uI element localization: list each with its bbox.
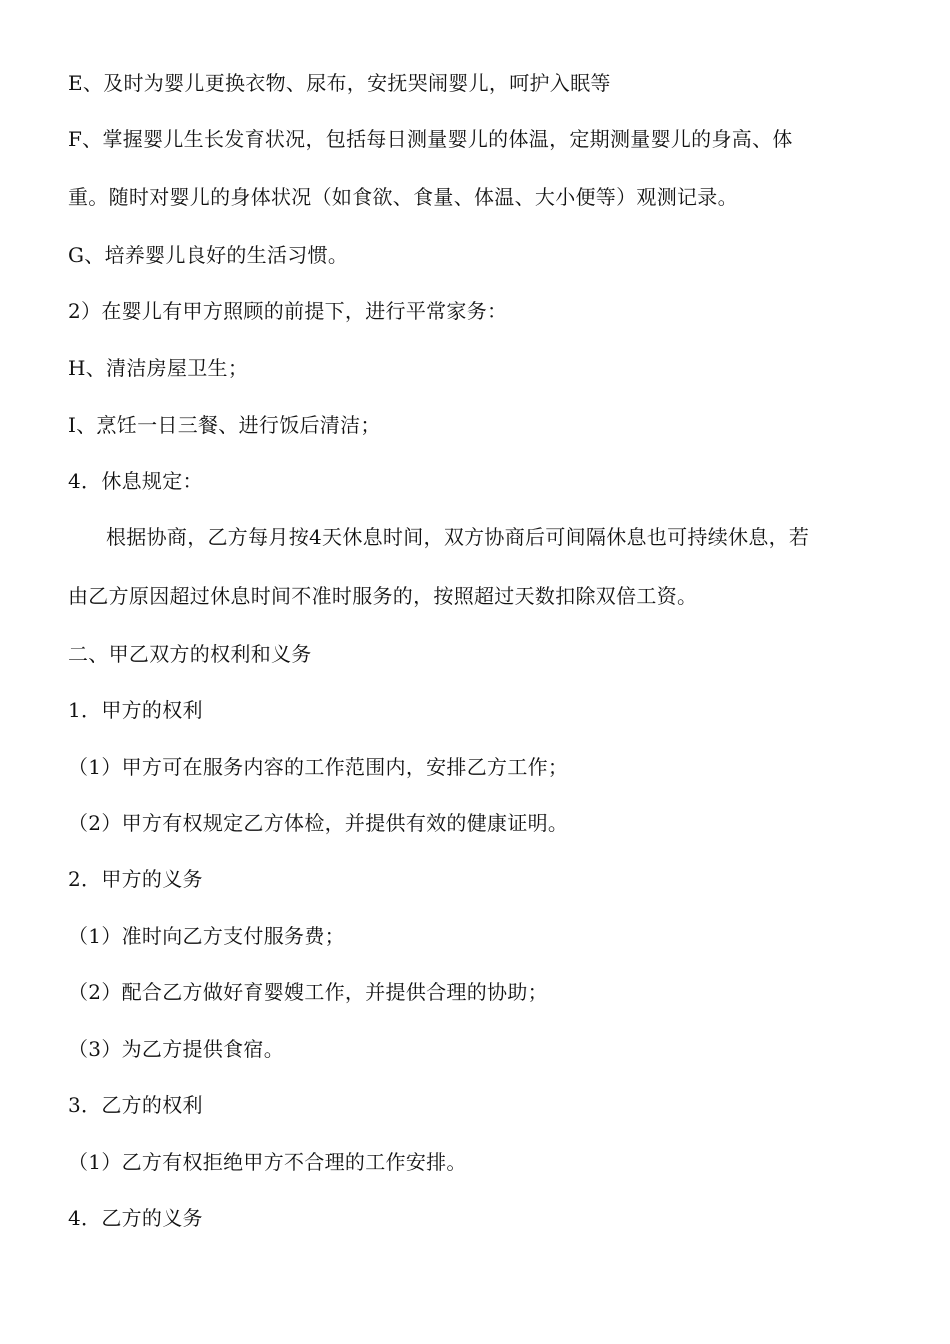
- party-a-duty-1: （1）准时向乙方支付服务费；: [68, 924, 345, 948]
- party-b-duties-heading: 4．乙方的义务: [68, 1206, 203, 1230]
- rest-rules-heading: 4．休息规定：: [68, 469, 203, 493]
- item-e-text: E、及时为婴儿更换衣物、尿布，安抚哭闹婴儿，呵护入眠等: [68, 71, 611, 95]
- item-g-text: G、培养婴儿良好的生活习惯。: [68, 243, 349, 267]
- item-f-text-line1: F、掌握婴儿生长发育状况，包括每日测量婴儿的体温，定期测量婴儿的身高、体: [68, 127, 793, 151]
- item-i-text: I、烹饪一日三餐、进行饭后清洁；: [68, 413, 381, 437]
- party-a-duties-heading: 2．甲方的义务: [68, 867, 203, 891]
- rest-rules-paragraph-line2: 由乙方原因超过休息时间不准时服务的，按照超过天数扣除双倍工资。: [68, 584, 698, 608]
- party-a-duty-3: （3）为乙方提供食宿。: [68, 1037, 285, 1061]
- party-b-rights-heading: 3．乙方的权利: [68, 1093, 203, 1117]
- party-a-right-1: （1）甲方可在服务内容的工作范围内，安排乙方工作；: [68, 755, 569, 779]
- party-b-right-1: （1）乙方有权拒绝甲方不合理的工作安排。: [68, 1150, 467, 1174]
- party-a-right-2: （2）甲方有权规定乙方体检，并提供有效的健康证明。: [68, 811, 569, 835]
- item-f-text-line2: 重。随时对婴儿的身体状况（如食欲、食量、体温、大小便等）观测记录。: [68, 185, 738, 209]
- section-heading-rights-duties: 二、甲乙双方的权利和义务: [68, 642, 312, 666]
- housework-intro: 2）在婴儿有甲方照顾的前提下，进行平常家务：: [68, 299, 508, 323]
- party-a-rights-heading: 1．甲方的权利: [68, 698, 203, 722]
- party-a-duty-2: （2）配合乙方做好育婴嫂工作，并提供合理的协助；: [68, 980, 548, 1004]
- rest-rules-paragraph-line1: 根据协商，乙方每月按4天休息时间，双方协商后可间隔休息也可持续休息，若: [106, 525, 810, 549]
- item-h-text: H、清洁房屋卫生；: [68, 356, 249, 380]
